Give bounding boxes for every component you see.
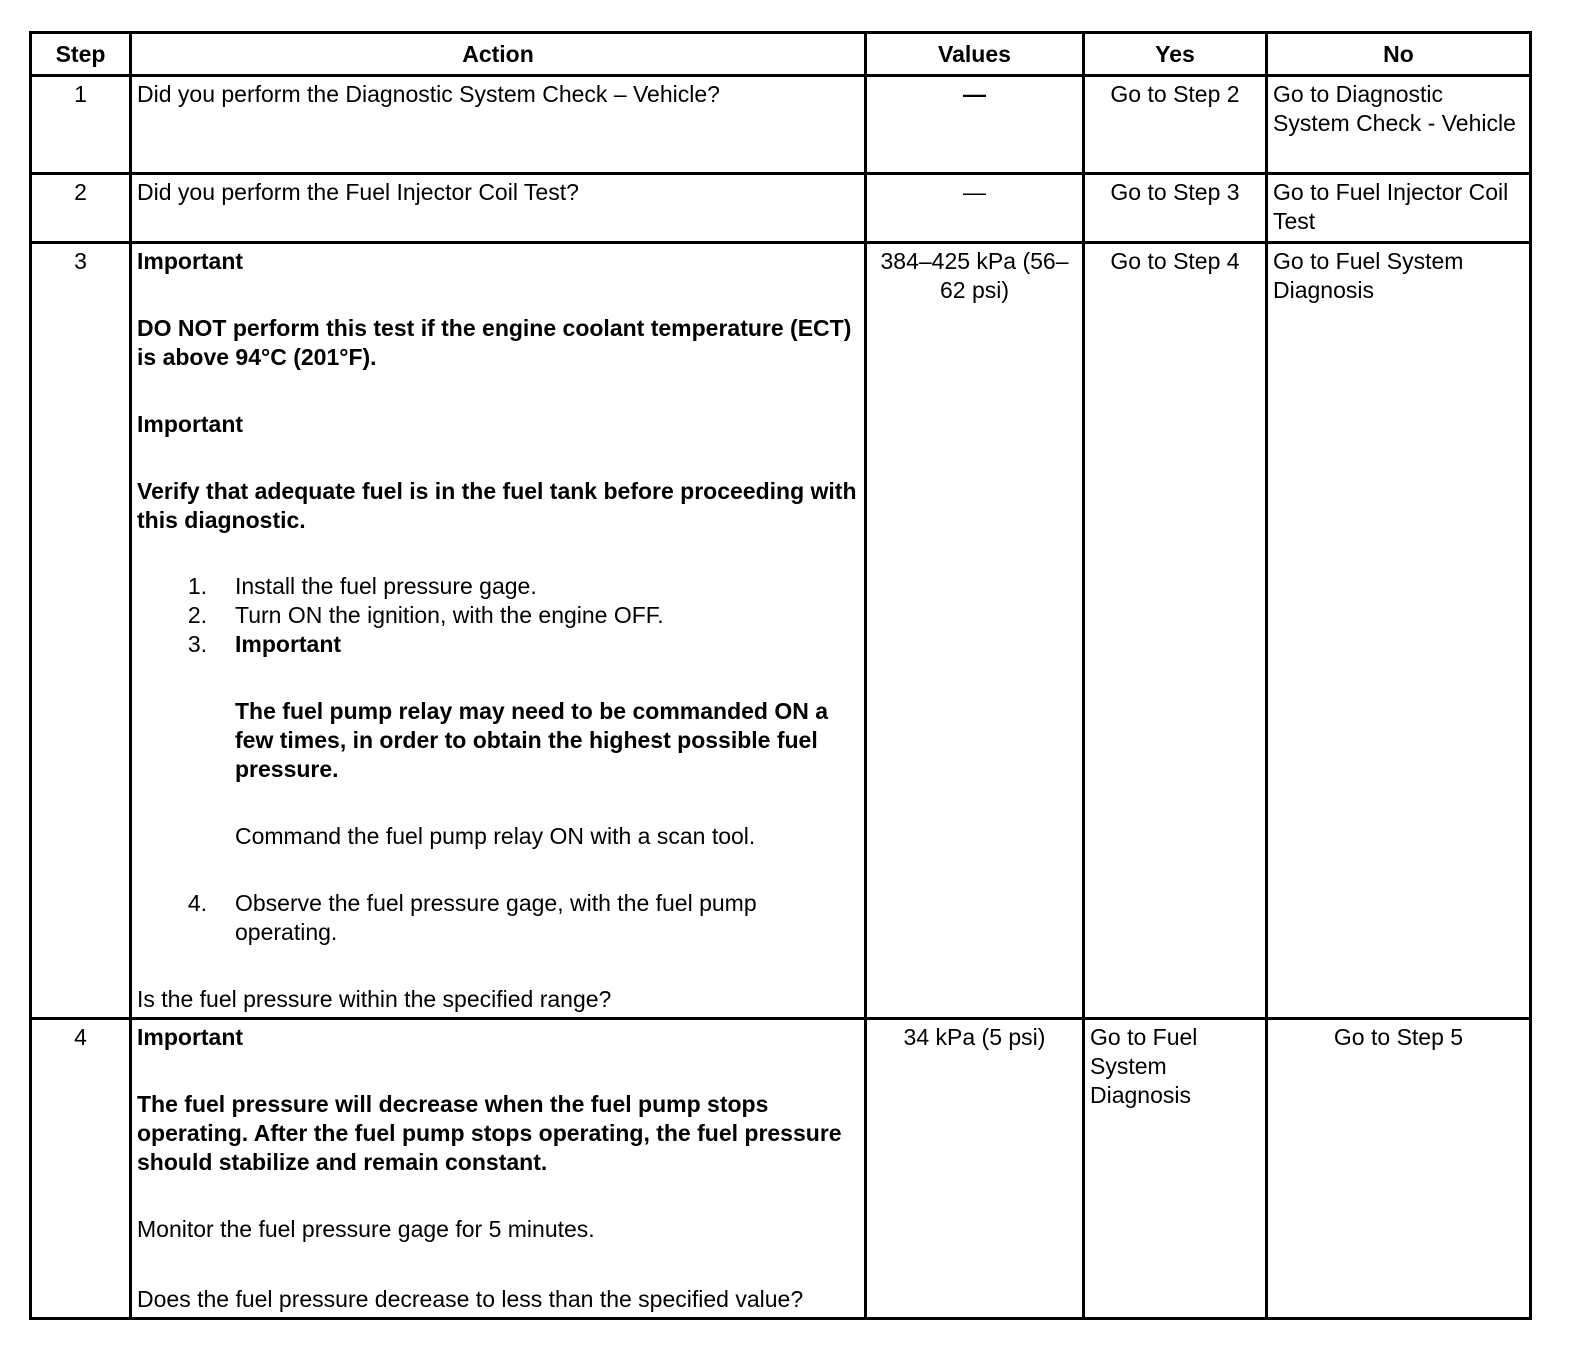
substep-text: Install the fuel pressure gage. xyxy=(235,573,537,599)
important-label: Important xyxy=(137,1024,244,1050)
header-action: Action xyxy=(131,33,866,76)
action-cell xyxy=(131,1019,866,1319)
table-row xyxy=(31,243,1531,1019)
no-cell: Go to Fuel System Diagnosis xyxy=(1267,243,1531,1019)
important-text: DO NOT perform this test if the engine coolant temperature (ECT) is above 94°C (201°F). xyxy=(137,315,852,370)
value-cell: — xyxy=(866,174,1084,243)
substep-text: Command the fuel pump relay ON with a scan tool. xyxy=(235,823,756,849)
list-item xyxy=(137,601,859,630)
action-cell xyxy=(131,243,866,1019)
step-number: 2 xyxy=(31,174,131,243)
step-number: 1 xyxy=(31,76,131,174)
question-text: Does the fuel pressure decrease to less than the specified value? xyxy=(137,1286,804,1312)
question-text: Is the fuel pressure within the specified range? xyxy=(137,986,612,1012)
important-label: Important xyxy=(137,411,244,437)
substep-number: 4. xyxy=(187,890,207,916)
value-cell: 384–425 kPa (56–62 psi) xyxy=(866,243,1084,1019)
header-values: Values xyxy=(866,33,1084,76)
list-item xyxy=(137,889,859,947)
important-label: Important xyxy=(137,248,244,274)
action-text: Did you perform the Fuel Injector Coil Test? xyxy=(131,174,866,243)
important-label: Important xyxy=(235,631,342,657)
header-yes: Yes xyxy=(1084,33,1267,76)
step-number: 4 xyxy=(31,1019,131,1319)
substep-text: Turn ON the ignition, with the engine OFF. xyxy=(235,602,664,628)
table-row xyxy=(31,174,1531,243)
important-text: The fuel pump relay may need to be commanded ON a few times, in order to obtain the highest possible fuel pressure. xyxy=(235,698,829,782)
substep-list xyxy=(137,572,859,947)
yes-cell: Go to Step 2 xyxy=(1084,76,1267,174)
header-step: Step xyxy=(31,33,131,76)
value-cell: 34 kPa (5 psi) xyxy=(866,1019,1084,1319)
diagnostic-table xyxy=(29,31,1532,1320)
list-item xyxy=(137,572,859,601)
substep-number: 2. xyxy=(187,602,207,628)
no-cell: Go to Step 5 xyxy=(1267,1019,1531,1319)
no-cell: Go to Diagnostic System Check - Vehicle xyxy=(1267,76,1531,174)
header-no: No xyxy=(1267,33,1531,76)
yes-cell: Go to Step 4 xyxy=(1084,243,1267,1019)
substep-number: 1. xyxy=(187,573,207,599)
action-text: Did you perform the Diagnostic System Check – Vehicle? xyxy=(131,76,866,174)
header-row xyxy=(31,33,1531,76)
important-text: The fuel pressure will decrease when the fuel pump stops operating. After the fuel pump stops operating, the fuel pressure should stabilize and remain constant. xyxy=(137,1091,842,1175)
yes-cell: Go to Step 3 xyxy=(1084,174,1267,243)
no-cell: Go to Fuel Injector Coil Test xyxy=(1267,174,1531,243)
table-row xyxy=(31,1019,1531,1319)
value-cell: — xyxy=(866,76,1084,174)
substep-number: 3. xyxy=(187,631,207,657)
table-row xyxy=(31,76,1531,174)
list-item xyxy=(137,630,859,851)
important-text: Verify that adequate fuel is in the fuel tank before proceeding with this diagnostic. xyxy=(137,478,857,533)
substep-text: Observe the fuel pressure gage, with the fuel pump operating. xyxy=(235,890,757,945)
step-number: 3 xyxy=(31,243,131,1019)
instruction-text: Monitor the fuel pressure gage for 5 minutes. xyxy=(137,1216,595,1242)
yes-cell: Go to Fuel System Diagnosis xyxy=(1084,1019,1267,1319)
